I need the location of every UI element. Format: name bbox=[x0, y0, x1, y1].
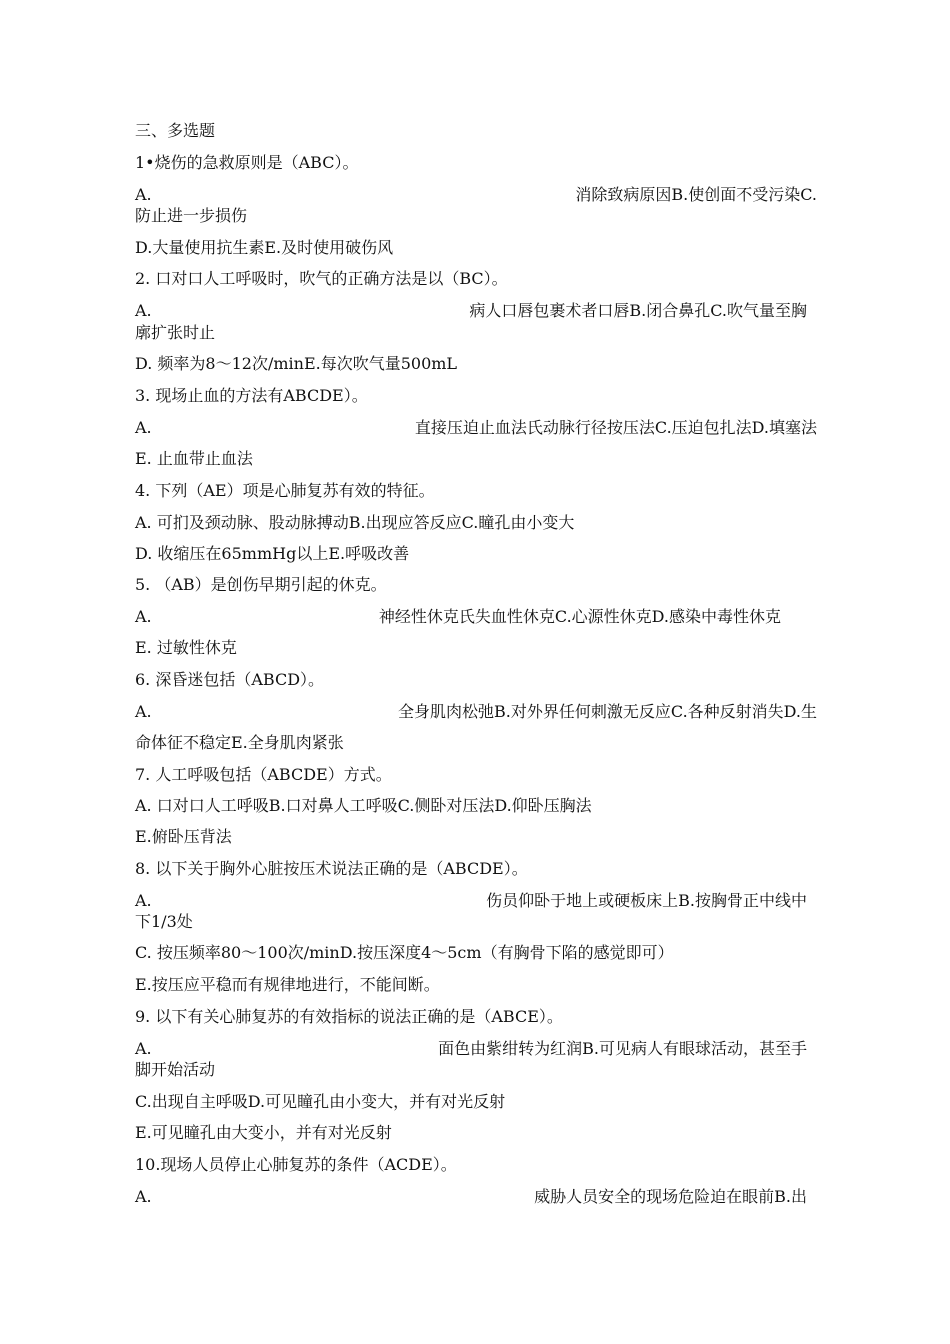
q7-option-line-2: E.俯卧压背法 bbox=[135, 827, 232, 846]
q2-option-line-2: 廓扩张时止 bbox=[135, 323, 216, 342]
q4-option-line-1: A. 可扪及颈动脉、股动脉搏动B.出现应答反应C.瞳孔由小变大 bbox=[135, 513, 575, 532]
q2-option-a-label: A. bbox=[135, 301, 152, 320]
q1-option-line-1 bbox=[135, 184, 817, 206]
q3-option-line-1 bbox=[135, 417, 817, 439]
q9-option-line-4: E.可见瞳孔由大变小，并有对光反射 bbox=[135, 1123, 392, 1142]
q6-option-line-2: 命体征不稳定E.全身肌肉紧张 bbox=[135, 733, 344, 752]
q9-option-line-3: C.出现自主呼吸D.可见瞳孔由小变大，并有对光反射 bbox=[135, 1092, 506, 1111]
question-5: 5. （AB）是创伤早期引起的休克。 bbox=[135, 575, 387, 594]
q5-option-line-2: E. 过敏性休克 bbox=[135, 638, 237, 657]
q5-option-a-label: A. bbox=[135, 607, 152, 626]
q2-option-line-1 bbox=[135, 300, 817, 322]
q1-option-line-2: 防止进一步损伤 bbox=[135, 206, 248, 225]
q8-option-line-2: 下1/3处 bbox=[135, 912, 193, 931]
question-1: 1•烧伤的急救原则是（ABC）。 bbox=[135, 153, 359, 172]
q2-option-line-3: D. 频率为8〜12次/minE.每次吹气量500mL bbox=[135, 354, 458, 373]
q3-option-a-label: A. bbox=[135, 418, 152, 437]
q10-option-a-text: 威胁人员安全的现场危险迫在眼前B.出 bbox=[534, 1187, 807, 1206]
q5-option-a-text: 神经性休克氏失血性休克C.心源性休克D.感染中毒性休克 bbox=[378, 607, 781, 626]
q8-option-a-text: 伤员仰卧于地上或硬板床上B.按胸骨正中线中 bbox=[486, 891, 807, 910]
q4-option-line-2: D. 收缩压在65mmHg以上E.呼吸改善 bbox=[135, 544, 410, 563]
q1-option-a-text: 消除致病原因B.使创面不受污染C. bbox=[575, 185, 817, 204]
question-4: 4. 下列（AE）项是心肺复苏有效的特征。 bbox=[135, 481, 435, 500]
section-title: 三、多选题 bbox=[135, 121, 216, 140]
q1-option-line-3: D.大量使用抗生素E.及时使用破伤风 bbox=[135, 238, 394, 257]
q3-option-a-text: 直接压迫止血法氏动脉行径按压法C.压迫包扎法D.填塞法 bbox=[414, 418, 817, 437]
q9-option-a-label: A. bbox=[135, 1039, 152, 1058]
q9-option-a-text: 面色由紫绀转为红润B.可见病人有眼球活动，甚至手 bbox=[438, 1039, 807, 1058]
question-9: 9. 以下有关心肺复苏的有效指标的说法正确的是（ABCE）。 bbox=[135, 1007, 563, 1026]
question-6: 6. 深昏迷包括（ABCD）。 bbox=[135, 670, 325, 689]
question-7: 7. 人工呼吸包括（ABCDE）方式。 bbox=[135, 765, 392, 784]
q6-option-a-text: 全身肌肉松弛B.对外界任何刺激无反应C.各种反射消失D.生 bbox=[398, 702, 817, 721]
q8-option-line-1 bbox=[135, 890, 817, 912]
q3-option-line-2: E. 止血带止血法 bbox=[135, 449, 253, 468]
q8-option-line-3: C. 按压频率80〜100次/minD.按压深度4〜5cm（有胸骨下陷的感觉即可） bbox=[135, 943, 674, 962]
question-2: 2. 口对口人工呼吸时，吹气的正确方法是以（BC）。 bbox=[135, 269, 508, 288]
q2-option-a-text: 病人口唇包裹术者口唇B.闭合鼻孔C.吹气量至胸 bbox=[469, 301, 807, 320]
question-8: 8. 以下关于胸外心脏按压术说法正确的是（ABCDE）。 bbox=[135, 859, 528, 878]
q10-option-line-1 bbox=[135, 1186, 817, 1208]
question-10: 10.现场人员停止心肺复苏的条件（ACDE）。 bbox=[135, 1155, 457, 1174]
q5-option-line-1 bbox=[135, 606, 817, 628]
question-3: 3. 现场止血的方法有ABCDE）。 bbox=[135, 386, 368, 405]
q8-option-a-label: A. bbox=[135, 891, 152, 910]
q10-option-a-label: A. bbox=[135, 1187, 152, 1206]
q9-option-line-1 bbox=[135, 1038, 817, 1060]
q6-option-a-label: A. bbox=[135, 702, 152, 721]
q1-option-a-label: A. bbox=[135, 185, 152, 204]
q8-option-line-4: E.按压应平稳而有规律地进行，不能间断。 bbox=[135, 975, 440, 994]
q9-option-line-2: 脚开始活动 bbox=[135, 1060, 216, 1079]
q6-option-line-1 bbox=[135, 701, 817, 723]
q7-option-line-1: A. 口对口人工呼吸B.口对鼻人工呼吸C.侧卧对压法D.仰卧压胸法 bbox=[135, 796, 592, 815]
